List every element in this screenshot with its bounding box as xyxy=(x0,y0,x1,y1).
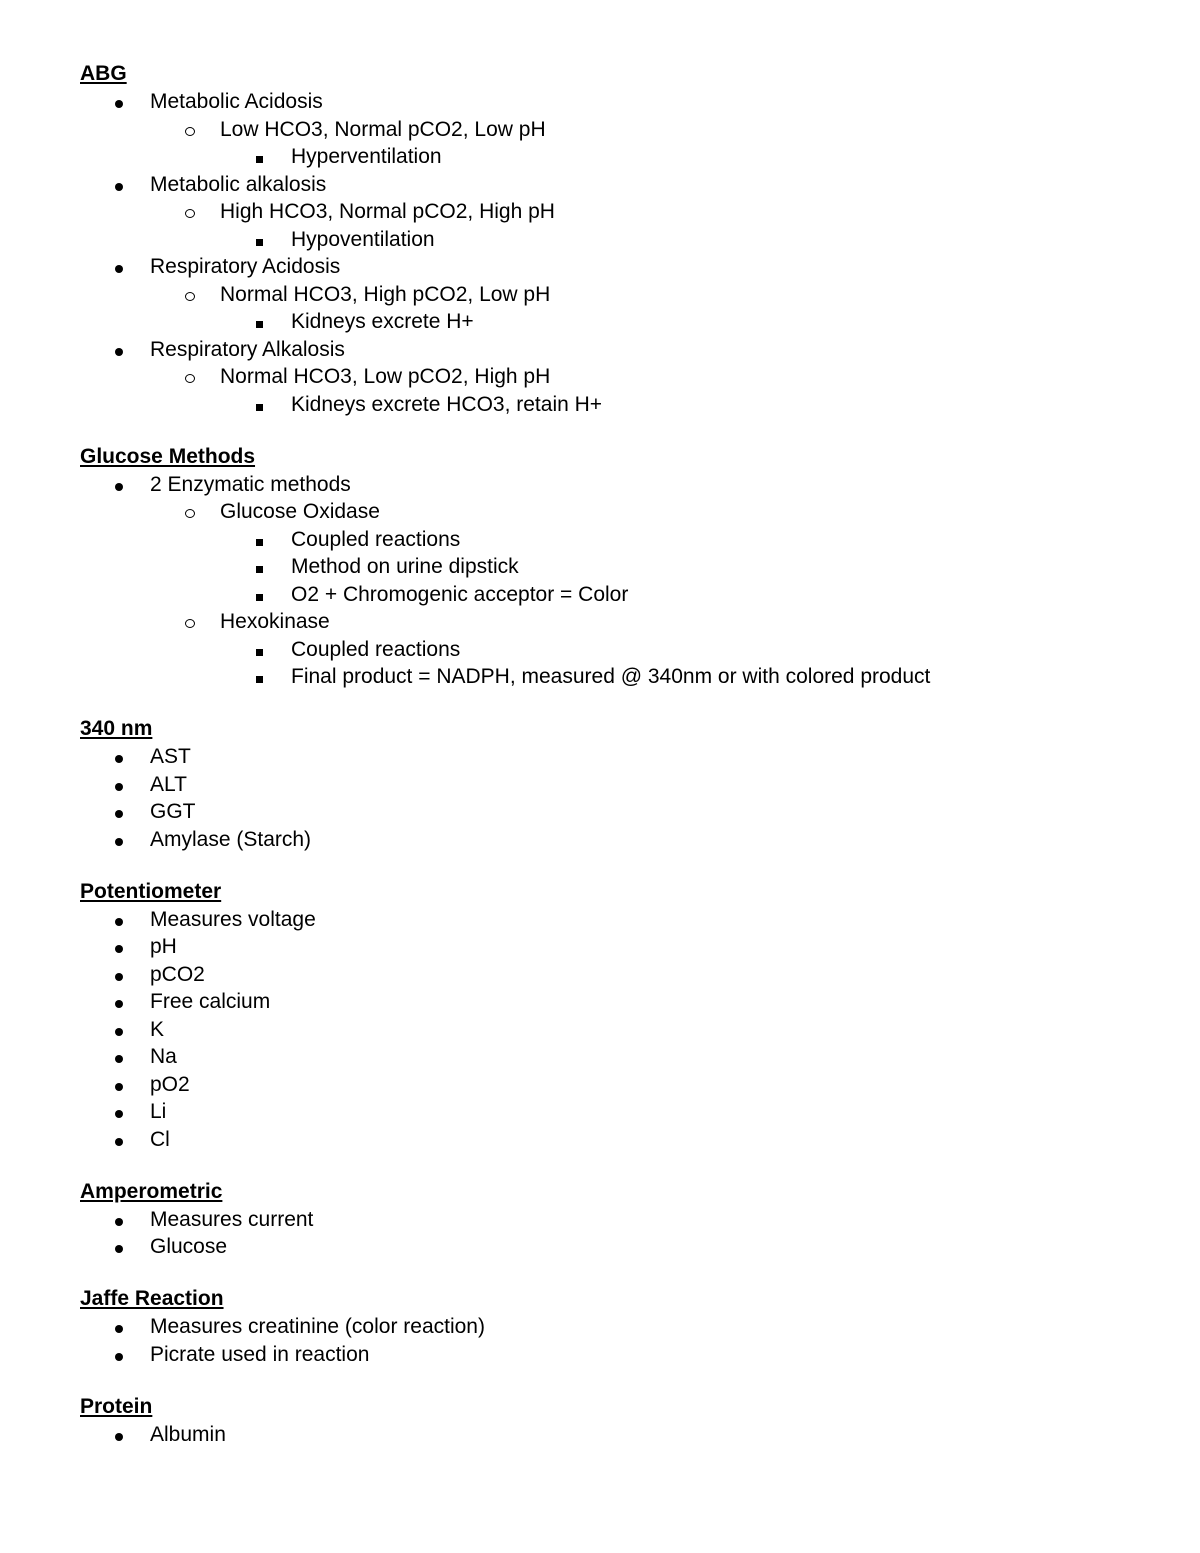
list-item-row xyxy=(80,471,1140,499)
list-item xyxy=(80,663,1140,691)
list-item-text: Metabolic alkalosis xyxy=(150,172,327,196)
list-item-row xyxy=(80,363,1140,391)
list-item xyxy=(80,391,1140,419)
list-item xyxy=(80,636,1140,664)
bullet-dot-icon xyxy=(115,253,123,281)
list-item-row xyxy=(80,391,1140,419)
list-item xyxy=(80,553,1140,581)
list-item-text: Measures current xyxy=(150,1207,314,1231)
list-item-row xyxy=(80,771,1140,799)
bullet-dot-icon xyxy=(115,88,123,116)
list-item xyxy=(80,471,1140,691)
bullet-dot-icon xyxy=(115,961,123,989)
section-heading: Protein xyxy=(80,1394,153,1418)
list-item xyxy=(80,1206,1140,1234)
bullet-dot-icon xyxy=(115,798,123,826)
list-item-text: Coupled reactions xyxy=(291,637,461,661)
list-item-text: pCO2 xyxy=(150,962,205,986)
bullet-dot-icon xyxy=(115,1126,123,1154)
bullet-circle-icon xyxy=(185,281,195,309)
notes-section xyxy=(80,1393,1140,1449)
list-item-text: Hypoventilation xyxy=(291,227,435,251)
bullet-circle-icon xyxy=(185,116,195,144)
notes-section xyxy=(80,878,1140,1154)
bullet-list-level-2 xyxy=(80,198,1140,253)
list-item xyxy=(80,143,1140,171)
section-heading: Potentiometer xyxy=(80,879,222,903)
list-item-row xyxy=(80,1233,1140,1261)
list-item-row xyxy=(80,826,1140,854)
list-item-row xyxy=(80,1043,1140,1071)
bullet-dot-icon xyxy=(115,1313,123,1341)
bullet-dot-icon xyxy=(115,743,123,771)
list-item-text: Glucose xyxy=(150,1235,228,1258)
list-item-text: Final product = NADPH, measured @ 340nm or with colored product xyxy=(291,665,931,688)
bullet-square-icon xyxy=(256,636,263,664)
bullet-dot-icon xyxy=(115,1071,123,1099)
bullet-dot-icon xyxy=(115,988,123,1016)
list-item-row xyxy=(80,663,1140,691)
list-item-text: Method on urine dipstick xyxy=(291,555,519,578)
list-item-row xyxy=(80,198,1140,226)
bullet-list-level-1 xyxy=(80,743,1140,853)
list-item xyxy=(80,498,1140,608)
list-item-row xyxy=(80,636,1140,664)
list-item-row xyxy=(80,988,1140,1016)
list-item xyxy=(80,771,1140,799)
list-item-row xyxy=(80,1313,1140,1341)
list-item-row xyxy=(80,798,1140,826)
notes-section xyxy=(80,1285,1140,1368)
bullet-dot-icon xyxy=(115,933,123,961)
list-item-text: Glucose Oxidase xyxy=(220,500,380,523)
list-item-text: K xyxy=(150,1017,165,1041)
list-item xyxy=(80,1341,1140,1369)
list-item-row xyxy=(80,498,1140,526)
list-item xyxy=(80,1421,1140,1449)
list-item xyxy=(80,826,1140,854)
list-item-row xyxy=(80,143,1140,171)
list-item xyxy=(80,171,1140,254)
bullet-list-level-2 xyxy=(80,116,1140,171)
list-item-row xyxy=(80,1016,1140,1044)
list-item-text: pH xyxy=(150,935,177,958)
list-item-row xyxy=(80,1098,1140,1126)
bullet-circle-icon xyxy=(185,198,195,226)
list-item-text: Normal HCO3, High pCO2, Low pH xyxy=(220,282,551,306)
list-item-text: High HCO3, Normal pCO2, High pH xyxy=(220,200,555,223)
list-item xyxy=(80,1313,1140,1341)
list-item-text: Li xyxy=(150,1100,167,1123)
list-item xyxy=(80,336,1140,419)
section-heading: Jaffe Reaction xyxy=(80,1287,224,1310)
bullet-list-level-2 xyxy=(80,281,1140,336)
bullet-list-level-3 xyxy=(80,636,1140,691)
list-item-row xyxy=(80,906,1140,934)
list-item-row xyxy=(80,743,1140,771)
list-item xyxy=(80,1233,1140,1261)
bullet-square-icon xyxy=(256,143,263,171)
list-item xyxy=(80,526,1140,554)
notes-section xyxy=(80,715,1140,853)
bullet-list-level-2 xyxy=(80,498,1140,691)
list-item xyxy=(80,253,1140,336)
list-item xyxy=(80,988,1140,1016)
bullet-list-level-3 xyxy=(80,391,1140,419)
list-item-row xyxy=(80,1421,1140,1449)
bullet-dot-icon xyxy=(115,336,123,364)
list-item-row xyxy=(80,526,1140,554)
document-page xyxy=(80,60,1140,1473)
list-item-text: AST xyxy=(150,745,191,768)
list-item-text: Respiratory Alkalosis xyxy=(150,337,345,361)
bullet-square-icon xyxy=(256,526,263,554)
list-item-text: Respiratory Acidosis xyxy=(150,255,341,278)
bullet-dot-icon xyxy=(115,471,123,499)
list-item-text: Free calcium xyxy=(150,990,271,1013)
list-item-text: GGT xyxy=(150,800,196,823)
bullet-dot-icon xyxy=(115,171,123,199)
list-item xyxy=(80,198,1140,253)
list-item xyxy=(80,1043,1140,1071)
list-item-text: ALT xyxy=(150,772,187,796)
section-heading: 340 nm xyxy=(80,717,153,740)
bullet-dot-icon xyxy=(115,826,123,854)
list-item-row xyxy=(80,171,1140,199)
bullet-circle-icon xyxy=(185,363,195,391)
notes-section xyxy=(80,443,1140,691)
bullet-list-level-3 xyxy=(80,526,1140,609)
list-item-row xyxy=(80,88,1140,116)
list-item-row xyxy=(80,336,1140,364)
list-item-row xyxy=(80,1341,1140,1369)
list-item-text: Cl xyxy=(150,1127,170,1151)
list-item-text: Measures voltage xyxy=(150,907,316,931)
list-item-row xyxy=(80,253,1140,281)
section-heading: ABG xyxy=(80,62,127,85)
list-item-text: Kidneys excrete H+ xyxy=(291,310,474,333)
list-item-text: 2 Enzymatic methods xyxy=(150,472,351,496)
list-item-row xyxy=(80,581,1140,609)
list-item xyxy=(80,88,1140,171)
list-item xyxy=(80,798,1140,826)
bullet-square-icon xyxy=(256,226,263,254)
bullet-dot-icon xyxy=(115,771,123,799)
notes-section xyxy=(80,1178,1140,1261)
list-item xyxy=(80,1016,1140,1044)
section-heading: Amperometric xyxy=(80,1179,223,1203)
bullet-list-level-1 xyxy=(80,1206,1140,1261)
list-item-row xyxy=(80,553,1140,581)
list-item-text: Albumin xyxy=(150,1422,226,1446)
list-item-row xyxy=(80,226,1140,254)
list-item-row xyxy=(80,1126,1140,1154)
list-item-text: pO2 xyxy=(150,1072,190,1096)
bullet-square-icon xyxy=(256,391,263,419)
bullet-list-level-2 xyxy=(80,363,1140,418)
list-item-text: Kidneys excrete HCO3, retain H+ xyxy=(291,392,603,416)
list-item xyxy=(80,608,1140,691)
bullet-square-icon xyxy=(256,663,263,691)
list-item-text: Metabolic Acidosis xyxy=(150,90,323,113)
list-item-text: Measures creatinine (color reaction) xyxy=(150,1315,485,1338)
notes-section xyxy=(80,60,1140,418)
list-item xyxy=(80,743,1140,771)
bullet-square-icon xyxy=(256,308,263,336)
bullet-dot-icon xyxy=(115,1043,123,1071)
list-item-row xyxy=(80,608,1140,636)
bullet-list-level-3 xyxy=(80,308,1140,336)
bullet-dot-icon xyxy=(115,1233,123,1261)
bullet-list-level-3 xyxy=(80,143,1140,171)
list-item xyxy=(80,906,1140,934)
list-item-row xyxy=(80,281,1140,309)
list-item xyxy=(80,1071,1140,1099)
bullet-list-level-1 xyxy=(80,471,1140,691)
list-item-text: Na xyxy=(150,1045,177,1068)
list-item-row xyxy=(80,961,1140,989)
list-item-row xyxy=(80,1206,1140,1234)
list-item-text: Normal HCO3, Low pCO2, High pH xyxy=(220,365,551,388)
bullet-list-level-1 xyxy=(80,906,1140,1154)
list-item xyxy=(80,581,1140,609)
list-item-text: Coupled reactions xyxy=(291,527,461,551)
bullet-dot-icon xyxy=(115,1098,123,1126)
bullet-circle-icon xyxy=(185,608,195,636)
list-item-row xyxy=(80,116,1140,144)
bullet-dot-icon xyxy=(115,1206,123,1234)
list-item xyxy=(80,1126,1140,1154)
list-item-text: Hyperventilation xyxy=(291,145,442,168)
list-item xyxy=(80,281,1140,336)
list-item-row xyxy=(80,308,1140,336)
bullet-square-icon xyxy=(256,553,263,581)
list-item xyxy=(80,308,1140,336)
list-item xyxy=(80,363,1140,418)
list-item-text: Hexokinase xyxy=(220,610,330,633)
list-item xyxy=(80,933,1140,961)
bullet-square-icon xyxy=(256,581,263,609)
list-item-text: Low HCO3, Normal pCO2, Low pH xyxy=(220,117,546,141)
list-item-text: O2 + Chromogenic acceptor = Color xyxy=(291,582,629,606)
list-item xyxy=(80,226,1140,254)
bullet-dot-icon xyxy=(115,1016,123,1044)
list-item xyxy=(80,1098,1140,1126)
list-item-text: Amylase (Starch) xyxy=(150,827,312,851)
section-heading: Glucose Methods xyxy=(80,444,256,468)
list-item-text: Picrate used in reaction xyxy=(150,1342,370,1366)
bullet-list-level-3 xyxy=(80,226,1140,254)
bullet-circle-icon xyxy=(185,498,195,526)
bullet-list-level-1 xyxy=(80,1421,1140,1449)
list-item xyxy=(80,961,1140,989)
list-item xyxy=(80,116,1140,171)
list-item-row xyxy=(80,1071,1140,1099)
bullet-dot-icon xyxy=(115,906,123,934)
bullet-list-level-1 xyxy=(80,1313,1140,1368)
bullet-dot-icon xyxy=(115,1341,123,1369)
list-item-row xyxy=(80,933,1140,961)
bullet-list-level-1 xyxy=(80,88,1140,418)
bullet-dot-icon xyxy=(115,1421,123,1449)
